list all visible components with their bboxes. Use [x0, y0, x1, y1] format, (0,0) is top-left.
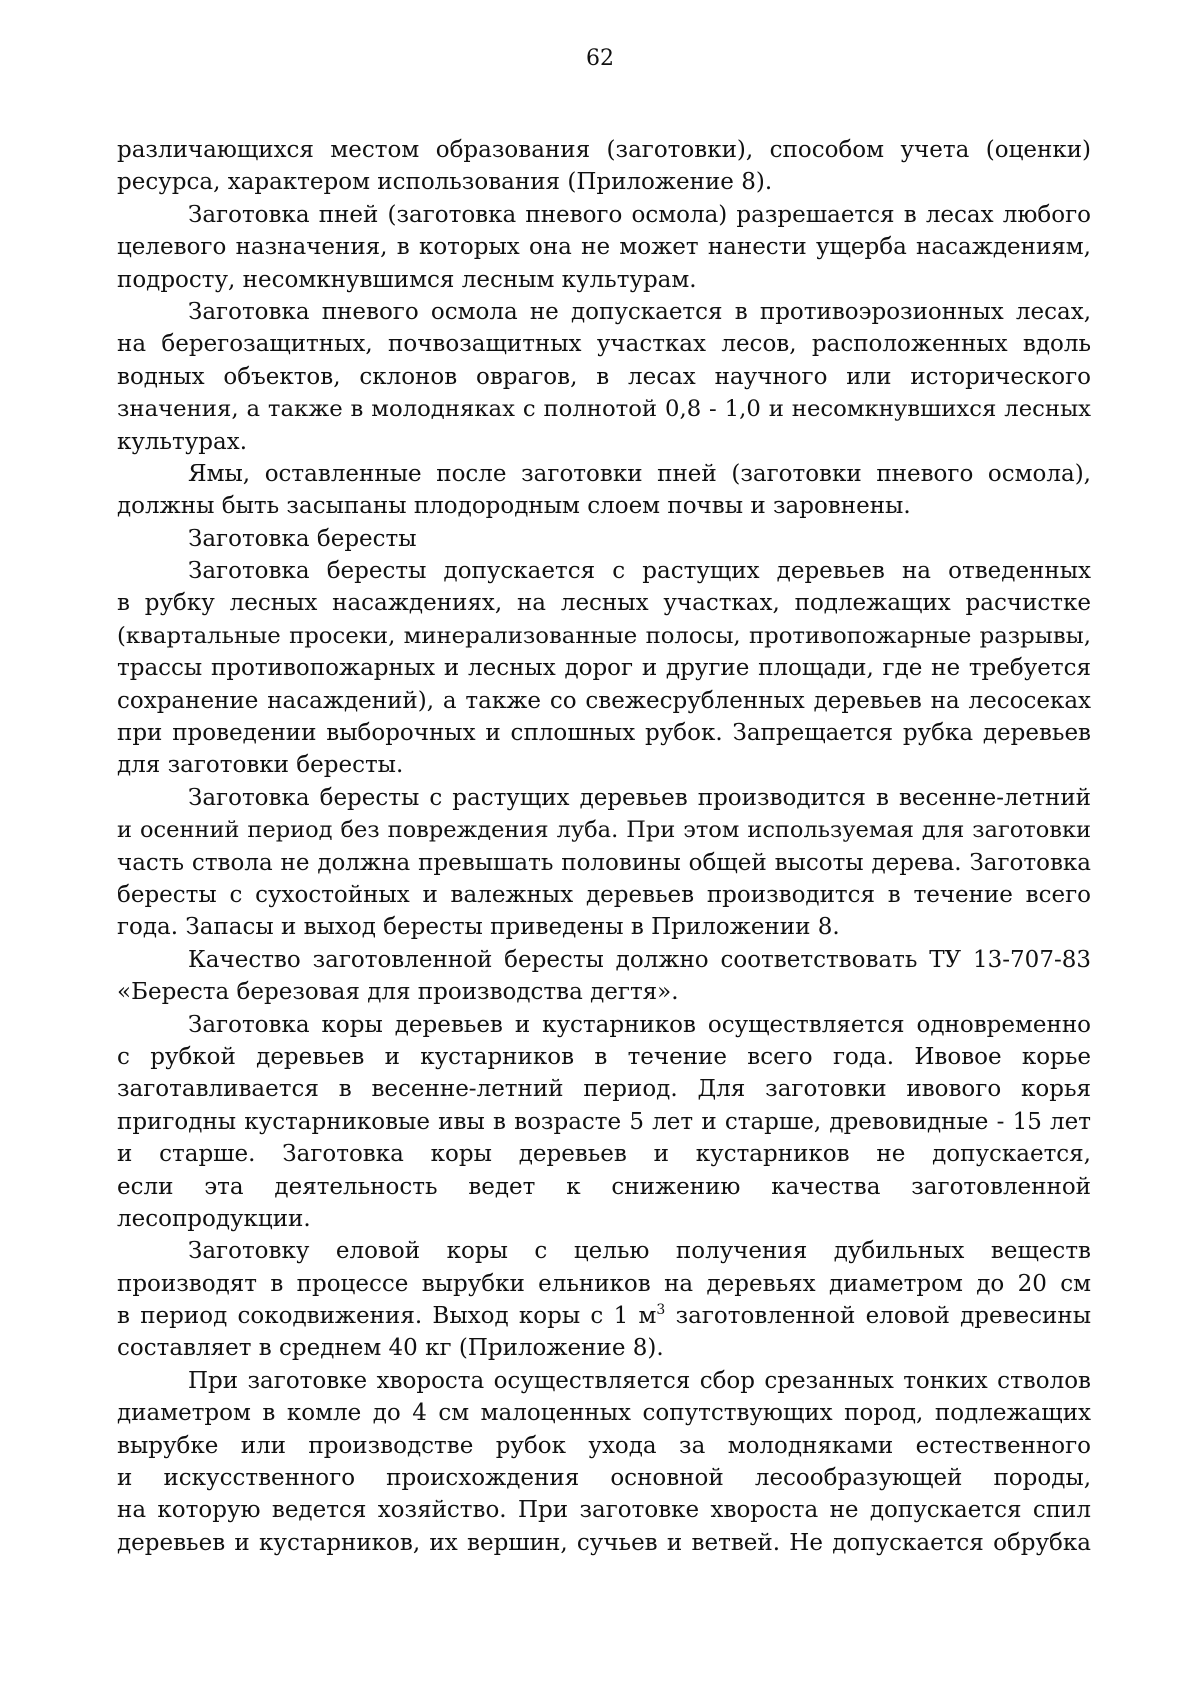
text-line: при проведении выборочных и сплошных рубок. Запрещается рубка деревьев	[117, 720, 1091, 747]
text-fragment: заготовленной еловой древесины	[665, 1303, 1091, 1330]
text-line: в рубку лесных насаждениях, на лесных участках, подлежащих расчистке	[117, 590, 1091, 617]
text-line: и искусственного происхождения основной лесообразующей породы,	[117, 1465, 1091, 1492]
text-line: Заготовку еловой коры с целью получения дубильных веществ	[188, 1238, 1091, 1265]
text-line: бересты с сухостойных и валежных деревьев производится в течение всего	[117, 881, 1091, 908]
text-line: и осенний период без повреждения луба. При этом используемая для заготовки	[117, 817, 1091, 844]
text-line: целевого назначения, в которых она не может нанести ущерба насаждениям,	[117, 234, 1091, 261]
superscript: 3	[656, 1302, 666, 1319]
text-line: Заготовка бересты допускается с растущих деревьев на отведенных	[188, 558, 1091, 585]
text-line: вырубке или производстве рубок ухода за молодняками естественного	[117, 1432, 1091, 1459]
section-heading: Заготовка бересты	[188, 525, 417, 552]
text-line: (квартальные просеки, минерализованные полосы, противопожарные разрывы,	[117, 622, 1091, 649]
text-line: для заготовки бересты.	[117, 752, 404, 779]
text-line: Заготовка коры деревьев и кустарников осуществляется одновременно	[188, 1011, 1091, 1038]
text-line: лесопродукции.	[117, 1205, 311, 1232]
text-line: должны быть засыпаны плодородным слоем почвы и заровнены.	[117, 493, 911, 520]
text-line: При заготовке хвороста осуществляется сбор срезанных тонких стволов	[188, 1367, 1091, 1394]
text-line: и старше. Заготовка коры деревьев и кустарников не допускается,	[117, 1141, 1091, 1168]
text-line: Заготовка бересты с растущих деревьев производится в весенне-летний	[188, 784, 1091, 811]
text-line: пригодны кустарниковые ивы в возрасте 5 лет и старше, древовидные - 15 лет	[117, 1108, 1091, 1135]
text-line: ресурса, характером использования (Приложение 8).	[117, 169, 773, 196]
text-line: производят в процессе вырубки ельников на деревьях диаметром до 20 см	[117, 1270, 1091, 1297]
text-line: Качество заготовленной бересты должно соответствовать ТУ 13-707-83	[188, 946, 1091, 973]
text-line	[117, 1300, 1091, 1332]
text-line: часть ствола не должна превышать половины общей высоты дерева. Заготовка	[117, 849, 1091, 876]
text-line: водных объектов, склонов оврагов, в лесах научного или исторического	[117, 363, 1091, 390]
page-number: 62	[586, 46, 614, 71]
text-line: года. Запасы и выход бересты приведены в Приложении 8.	[117, 914, 840, 941]
text-line: сохранение насаждений), а также со свежесрубленных деревьев на лесосеках	[117, 687, 1091, 714]
text-line: если эта деятельность ведет к снижению качества заготовленной	[117, 1173, 1091, 1200]
text-line: диаметром в комле до 4 см малоценных сопутствующих пород, подлежащих	[117, 1400, 1091, 1427]
text-line: составляет в среднем 40 кг (Приложение 8).	[117, 1335, 664, 1362]
text-line: Заготовка пней (заготовка пневого осмола) разрешается в лесах любого	[188, 201, 1091, 228]
text-line: «Береста березовая для производства дегтя».	[117, 979, 679, 1006]
text-line: заготавливается в весенне-летний период. Для заготовки ивового корья	[117, 1076, 1091, 1103]
text-line: деревьев и кустарников, их вершин, сучьев и ветвей. Не допускается обрубка	[117, 1529, 1091, 1556]
text-line: на которую ведется хозяйство. При заготовке хвороста не допускается спил	[117, 1497, 1091, 1524]
document-body	[117, 134, 1091, 1559]
text-line: различающихся местом образования (заготовки), способом учета (оценки)	[117, 137, 1091, 163]
text-line: Ямы, оставленные после заготовки пней (заготовки пневого осмола),	[188, 460, 1091, 487]
text-line: на берегозащитных, почвозащитных участках лесов, расположенных вдоль	[117, 331, 1091, 358]
text-line: значения, а также в молодняках с полнотой 0,8 - 1,0 и несомкнувшихся лесных	[117, 396, 1091, 423]
text-line: подросту, несомкнувшимся лесным культурам.	[117, 266, 697, 293]
text-line: культурах.	[117, 428, 248, 455]
text-line: трассы противопожарных и лесных дорог и другие площади, где не требуется	[117, 655, 1091, 682]
text-line: с рубкой деревьев и кустарников в течение всего года. Ивовое корье	[117, 1043, 1091, 1070]
text-fragment: в период сокодвижения. Выход коры с 1 м	[117, 1303, 657, 1330]
text-line: Заготовка пневого осмола не допускается в противоэрозионных лесах,	[188, 298, 1091, 325]
